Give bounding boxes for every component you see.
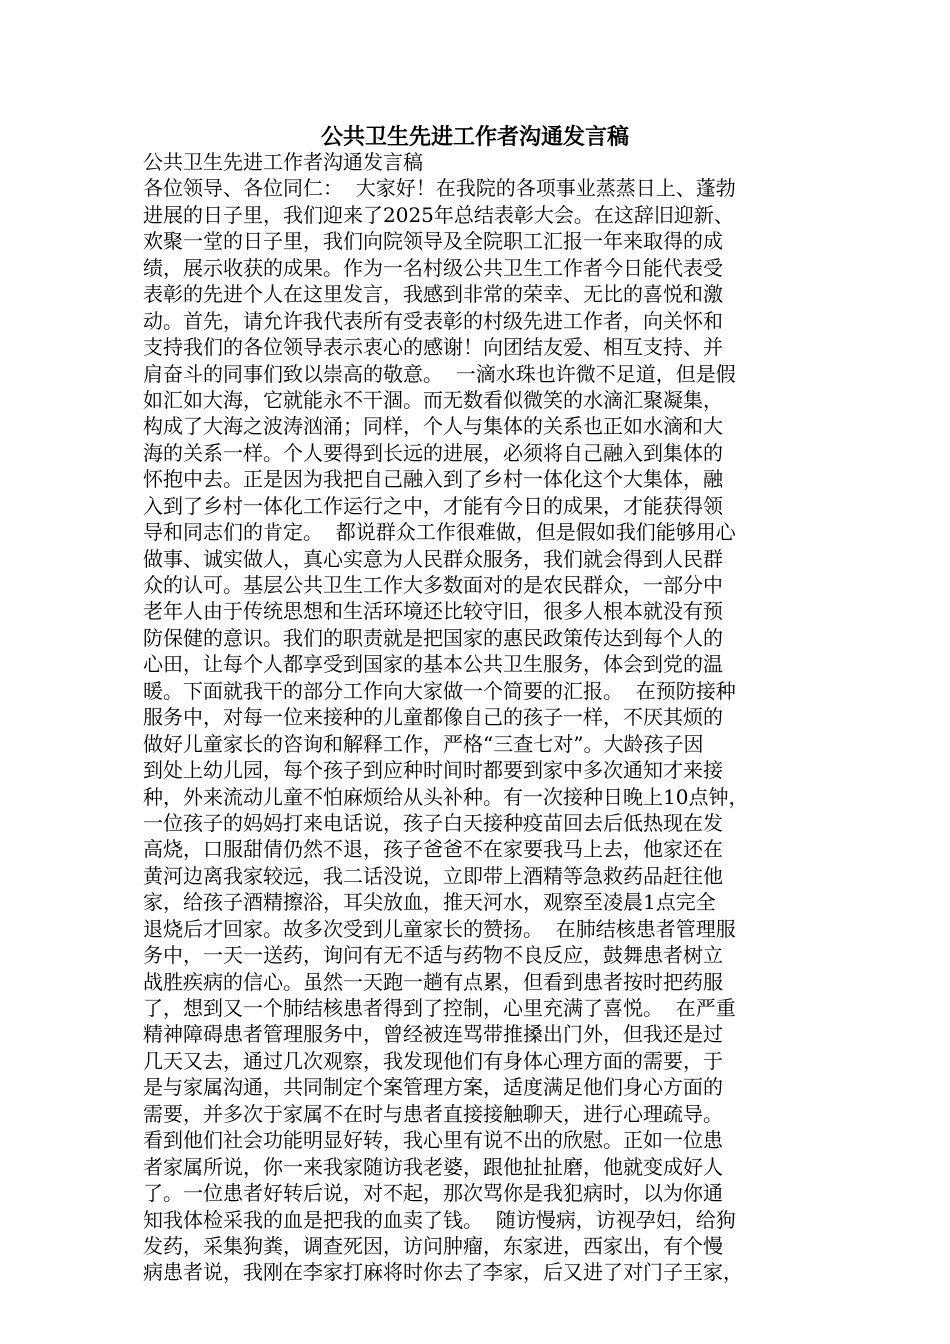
document-body	[143, 149, 823, 1286]
body-text-line: 支持我们的各位领导表示衷心的感谢！向团结友爱、相互支持、并	[143, 335, 723, 360]
document-subtitle-line: 公共卫生先进工作者沟通发言稿	[143, 150, 423, 174]
body-text-line: 入到了乡村一体化工作运行之中，才能有今日的成果，才能获得领	[143, 493, 723, 518]
body-text-line: 高烧，口服甜倩仍然不退，孩子爸爸不在家要我马上去，他家还在	[143, 837, 723, 862]
body-text-line: 退烧后才回家。故多次受到儿童家长的赞扬。 在肺结核患者管理服	[143, 916, 736, 941]
body-text-line: 动。首先，请允许我代表所有受表彰的村级先进工作者，向关怀和	[143, 308, 723, 333]
body-text-line: 老年人由于传统思想和生活环境还比较守旧，很多人根本就没有预	[143, 599, 723, 624]
body-text-line: 了。一位患者好转后说，对不起，那次骂你是我犯病时，以为你通	[143, 1181, 723, 1206]
body-text-line: 发药，采集狗粪，调查死因，访问肿瘤，东家进，西家出，有个慢	[143, 1233, 723, 1258]
body-text-line: 服务中，对每一位来接种的儿童都像自己的孩子一样，不厌其烦的	[143, 705, 723, 730]
body-text-line: 家，给孩子酒精擦浴，耳尖放血，推天河水，观察至凌晨1点完全	[143, 890, 716, 915]
document-title: 公共卫生先进工作者沟通发言稿	[320, 124, 629, 150]
body-text-line: 者家属所说，你一来我家随访我老婆，跟他扯扯磨，他就变成好人	[143, 1154, 723, 1179]
body-text-line: 看到他们社会功能明显好转，我心里有说不出的欣慰。正如一位患	[143, 1128, 723, 1153]
body-text-line: 是与家属沟通，共同制定个案管理方案，适度满足他们身心方面的	[143, 1075, 723, 1100]
body-text-line: 导和同志们的肯定。 都说群众工作很难做，但是假如我们能够用心	[143, 520, 736, 545]
body-text-line: 务中，一天一送药，询问有无不适与药物不良反应，鼓舞患者树立	[143, 943, 723, 968]
body-text-line: 构成了大海之波涛汹涌；同样，个人与集体的关系也正如水滴和大	[143, 414, 723, 439]
body-text-line: 了，想到又一个肺结核患者得到了控制，心里充满了喜悦。 在严重	[143, 996, 736, 1020]
body-text-line: 一位孩子的妈妈打来电话说，孩子白天接种疫苗回去后低热现在发	[143, 810, 723, 835]
body-text-line: 进展的日子里，我们迎来了2025年总结表彰大会。在这辞旧迎新、	[143, 202, 734, 227]
body-text-line: 表彰的先进个人在这里发言，我感到非常的荣幸、无比的喜悦和激	[143, 282, 723, 307]
body-text-line: 暖。下面就我干的部分工作向大家做一个简要的汇报。 在预防接种	[143, 678, 736, 703]
body-text-line: 做事、诚实做人，真心实意为人民群众服务，我们就会得到人民群	[143, 546, 723, 571]
body-text-line: 防保健的意识。我们的职责就是把国家的惠民政策传达到每个人的	[143, 625, 723, 650]
body-text-line: 绩，展示收获的成果。作为一名村级公共卫生工作者今日能代表受	[143, 255, 723, 280]
body-text-line: 种，外来流动儿童不怕麻烦给从头补种。有一次接种日晚上10点钟，	[143, 784, 749, 809]
body-text-line: 黄河边离我家较远，我二话没说，立即带上酒精等急救药品赶往他	[143, 863, 723, 888]
body-text-line: 海的关系一样。个人要得到长远的进展，必须将自己融入到集体的	[143, 440, 723, 465]
body-text-line: 众的认可。基层公共卫生工作大多数面对的是农民群众，一部分中	[143, 573, 723, 597]
body-text-line: 知我体检采我的血是把我的血卖了钱。 随访慢病，访视孕妇，给狗	[143, 1207, 736, 1232]
body-text-line: 精神障碍患者管理服务中，曾经被连骂带推搡出门外，但我还是过	[143, 1022, 723, 1047]
body-text-line: 肩奋斗的同事们致以崇高的敬意。 一滴水珠也许微不足道，但是假	[143, 361, 736, 386]
body-text-line: 病患者说，我刚在李家打麻将时你去了李家，后又进了对门子王家，	[143, 1260, 743, 1285]
body-text-line: 需要，并多次于家属不在时与患者直接接触聊天，进行心理疏导。	[143, 1101, 723, 1126]
body-text-line: 欢聚一堂的日子里，我们向院领导及全院职工汇报一年来取得的成	[143, 229, 723, 254]
body-text-line: 战胜疾病的信心。虽然一天跑一趟有点累，但看到患者按时把药服	[143, 969, 723, 994]
body-text-line: 到处上幼儿园，每个孩子到应种时间时都要到家中多次通知才来接	[143, 758, 723, 783]
body-text-line: 几天又去，通过几次观察，我发现他们有身体心理方面的需要，于	[143, 1048, 723, 1073]
body-text-line: 各位领导、各位同仁： 大家好！在我院的各项事业蒸蒸日上、蓬勃	[143, 176, 736, 201]
body-text-line: 如汇如大海，它就能永不干涸。而无数看似微笑的水滴汇聚凝集，	[143, 387, 723, 412]
body-text-line: 心田，让每个人都享受到国家的基本公共卫生服务，体会到党的温	[143, 652, 723, 677]
body-text-line: 怀抱中去。正是因为我把自己融入到了乡村一体化这个大集体，融	[143, 467, 723, 492]
body-text-line: 做好儿童家长的咨询和解释工作，严格“三查七对”。大龄孩子因	[143, 731, 704, 756]
